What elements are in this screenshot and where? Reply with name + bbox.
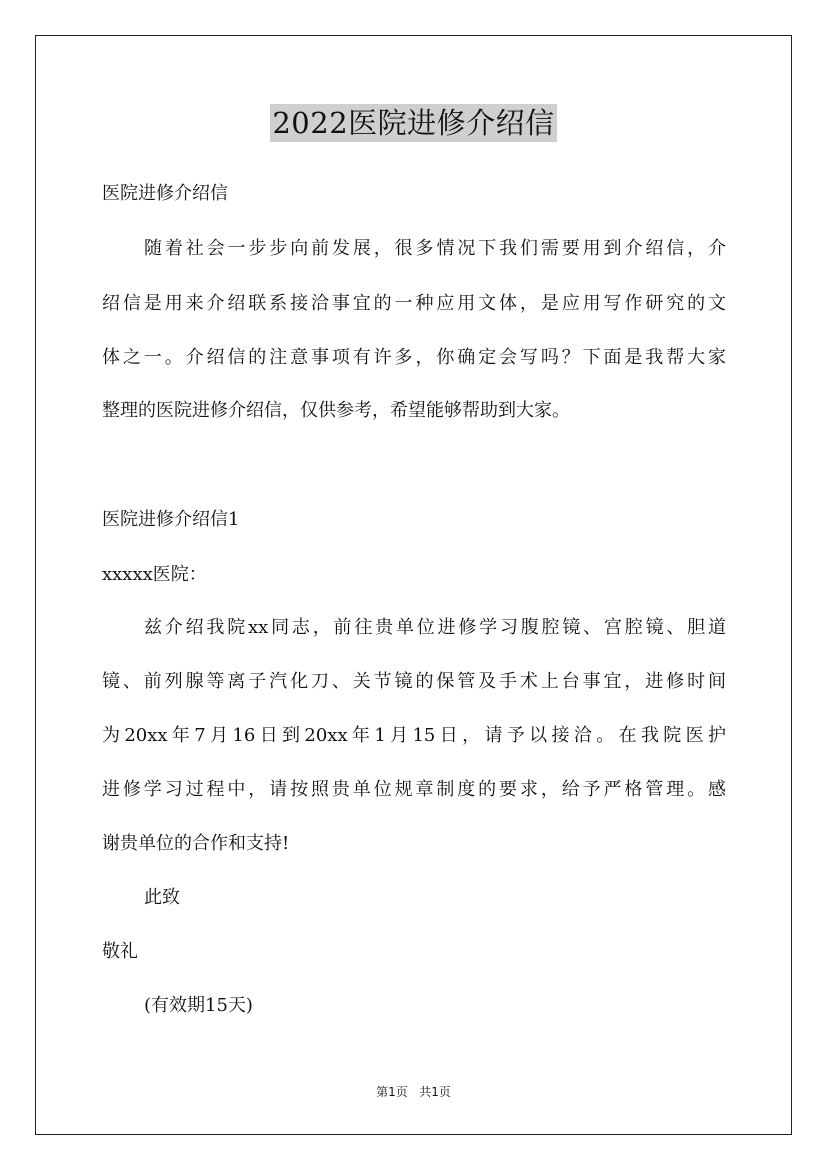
closing-ci-zhi: 此致 bbox=[144, 887, 180, 908]
body-line-3: 为20xx年7月16日到20xx年1月15日，请予以接洽。在我院医护 bbox=[102, 725, 726, 746]
closing-jing-li: 敬礼 bbox=[102, 941, 138, 962]
intro-line-1: 随着社会一步步向前发展，很多情况下我们需要用到介绍信，介 bbox=[144, 238, 726, 259]
body-line-1: 兹介绍我院xx同志，前往贵单位进修学习腹腔镜、宫腔镜、胆道 bbox=[144, 617, 726, 638]
body-line-2: 镜、前列腺等离子汽化刀、关节镜的保管及手术上台事宜，进修时间 bbox=[102, 671, 726, 692]
validity-note: (有效期15天) bbox=[144, 995, 253, 1016]
body-line-4: 进修学习过程中，请按照贵单位规章制度的要求，给予严格管理。感 bbox=[102, 779, 726, 800]
intro-line-4: 整理的医院进修介绍信，仅供参考，希望能够帮助到大家。 bbox=[102, 400, 570, 421]
page-total: 共1页 bbox=[419, 1085, 451, 1099]
intro-line-2: 绍信是用来介绍联系接洽事宜的一种应用文体，是应用写作研究的文 bbox=[102, 293, 726, 314]
page-footer bbox=[0, 1084, 827, 1100]
body-line-5: 谢贵单位的合作和支持! bbox=[102, 833, 290, 854]
section-heading: 医院进修介绍信1 bbox=[102, 509, 240, 530]
subtitle: 医院进修介绍信 bbox=[102, 183, 228, 204]
salutation: xxxxx医院： bbox=[102, 564, 207, 585]
title-container bbox=[0, 104, 827, 142]
intro-line-3: 体之一。介绍信的注意事项有许多，你确定会写吗？下面是我帮大家 bbox=[102, 347, 726, 368]
page-number: 第1页 bbox=[376, 1085, 408, 1099]
page-title: 2022医院进修介绍信 bbox=[272, 106, 555, 140]
